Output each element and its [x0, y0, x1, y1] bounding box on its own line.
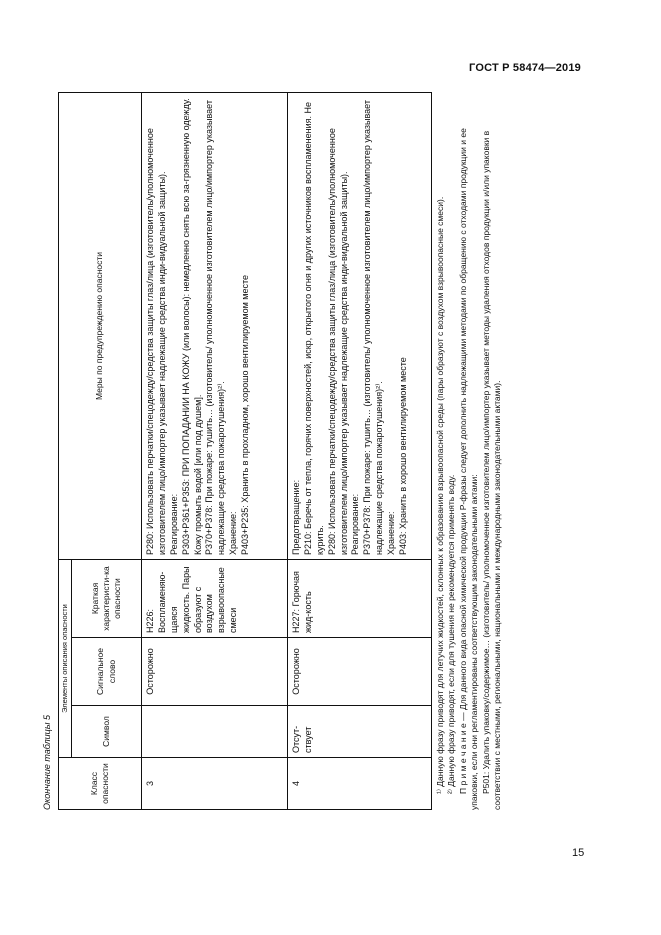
- table-row: [288, 93, 432, 810]
- measure-line: Реагирование:: [350, 493, 361, 555]
- footnote: ²⁾ Данную фразу приводят, если для тушения не рекомендуется применять воду.: [446, 474, 457, 794]
- cell-measures: [142, 93, 288, 560]
- cell-brief: H226: Воспламеняю-щаяся жидкость. Пары образуют с воздухом взрывоопасные смеси: [142, 559, 288, 637]
- measure-line: P280: Использовать перчатки/спецодежду/средства защиты глаз/лица (изготовитель/уполномоченное изготовителем лицо/импортер указывает надлежащие средства инди-видуальной защиты).: [326, 128, 349, 555]
- document-id: ГОСТ Р 58474—2019: [469, 62, 581, 74]
- measure-line: Предотвращение:: [291, 479, 301, 555]
- measure-line: P210: Беречь от тепла, горячих поверхностей, искр, открытого огня и других источников воспламенения. Не курить.: [302, 102, 325, 555]
- header-brief: Краткая характеристи-ка опасности: [72, 559, 142, 637]
- cell-measures: [288, 93, 432, 560]
- measure-line: P403: Хранить в хорошо вентилируемом месте: [397, 357, 408, 555]
- footnote: ¹⁾ Данную фразу приводят для летучих жидкостей, склонных к образованию взрывоопасной среды (пары образуют с воздухом взрывоопасные смеси).: [435, 196, 445, 794]
- table-row: [142, 93, 288, 810]
- measure-line: P303+P361+P353: ПРИ ПОПАДАНИИ НА КОЖУ (или волосы): немедленно снять всю за-грязненную одежду. Кожу промыть водой [или под душем].: [180, 98, 203, 555]
- table-notes: [435, 92, 503, 810]
- header-symbol: Символ: [72, 706, 142, 758]
- cell-symbol: Отсут-ствует: [288, 706, 432, 758]
- note-p501: P501: Удалить упаковку/содержимое… (изготовитель/ уполномоченное изготовителем лицо/импортер указывает методы удаления отходов продукции и/или упаковки в соответствии с местными, региональными, национальными и международными законодательными актами).: [480, 130, 502, 810]
- measure-line: P370+P378: При пожаре: тушить… (изготовитель/ уполномоченное изготовителем лицо/импортер указывает надлежащие средства пожаротушения)²⁾.: [362, 100, 385, 555]
- note-text: П р и м е ч а н и е — Для данного вида опасной химической продукции P-фразы следует дополнить надлежащими методами по обращению с отходами продукции и ее упаковки, если они регламентированы соответствующим законодательными актами:: [457, 128, 480, 810]
- cell-symbol: [142, 706, 288, 758]
- header-signal: Сигнальное слово: [72, 638, 142, 706]
- measure-line: Реагирование:: [168, 493, 179, 555]
- measure-line: P370+P378: При пожаре: тушить… (изготовитель/ уполномоченное изготовителем лицо/импортер указывает надлежащие средства пожаротушения)²⁾.: [204, 100, 227, 555]
- hazard-table: [58, 92, 432, 810]
- header-group: Элементы описания опасности: [59, 559, 72, 757]
- header-class: Класс опасности: [59, 758, 142, 810]
- header-measures: Меры по предупреждению опасности: [59, 93, 142, 560]
- page-number: 15: [572, 847, 585, 859]
- measure-line: P280: Использовать перчатки/спецодежду/средства защиты глаз/лица (изготовитель/уполномоченное изготовителем лицо/импортер указывает надлежащие средства инди-видуальной защиты).: [145, 128, 167, 555]
- measure-line: P403+P235: Хранить в прохладном, хорошо вентилируемом месте: [240, 274, 250, 555]
- cell-brief: H227: Горючая жид-кость: [288, 559, 432, 637]
- table-caption: Окончание таблицы 5: [42, 715, 52, 810]
- measure-line: Хранение:: [386, 511, 396, 555]
- cell-class: 4: [288, 758, 432, 810]
- cell-class: 3: [142, 758, 288, 810]
- measure-line: Хранение:: [228, 511, 239, 555]
- rotated-table-sheet: [42, 90, 512, 810]
- cell-signal: Осторожно: [288, 638, 432, 706]
- cell-signal: Осторожно: [142, 638, 288, 706]
